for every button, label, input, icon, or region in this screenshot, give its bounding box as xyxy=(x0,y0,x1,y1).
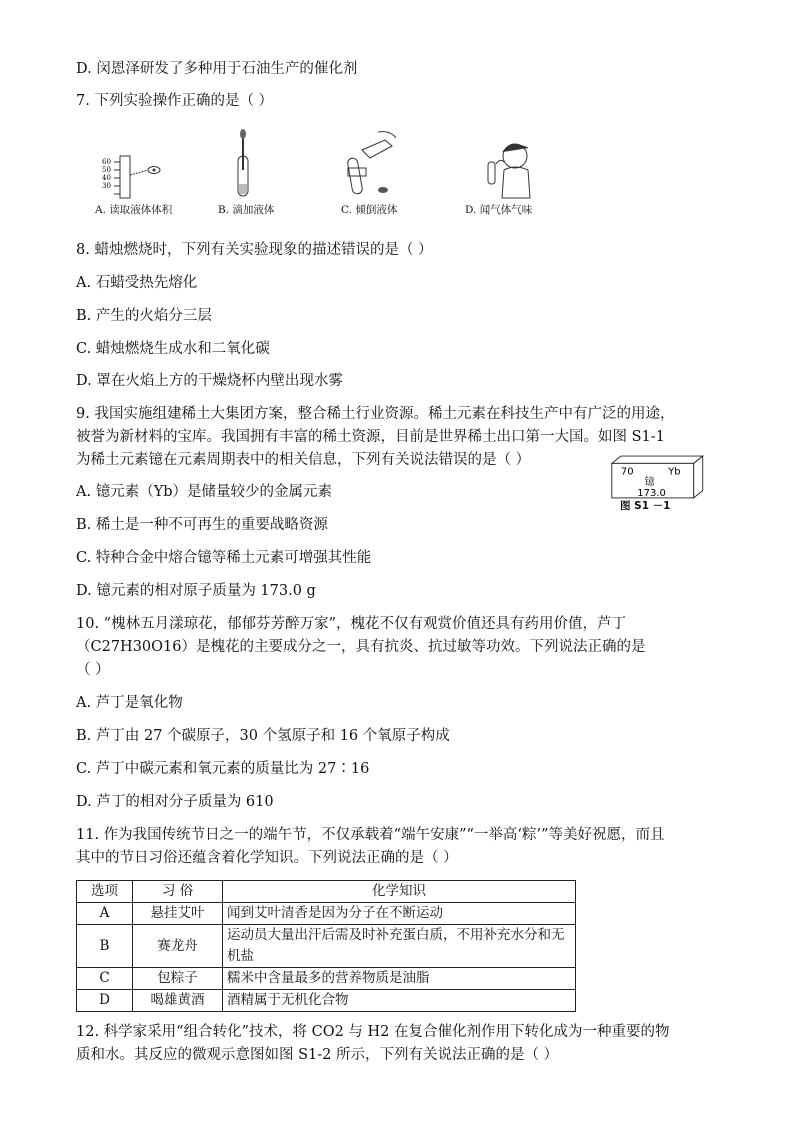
element-name: 镱 xyxy=(644,477,655,489)
table-cell-option: D xyxy=(77,990,133,1012)
q11-table xyxy=(76,880,576,1012)
q10-option-d: D. 芦丁的相对分子质量为 610 xyxy=(76,794,274,810)
q8-option-d: D. 罩在火焰上方的干燥烧杯内壁出现水雾 xyxy=(76,373,343,389)
svg-text:60: 60 xyxy=(102,158,111,166)
table-cell-knowledge: 酒精属于无机化合物 xyxy=(223,990,576,1012)
table-header-option: 选项 xyxy=(77,881,133,903)
table-row xyxy=(77,968,576,990)
q6-option-d: D. 闵恩泽研发了多种用于石油生产的催化剂 xyxy=(76,61,358,77)
table-cell-custom: 包粽子 xyxy=(133,968,223,990)
q10-option-c: C. 芦丁中碳元素和氧元素的质量比为 27∶16 xyxy=(76,761,370,777)
table-row xyxy=(77,990,576,1012)
q12-stem-line-2: 质和水。其反应的微观示意图如图 S1-2 所示，下列有关说法正确的是（ ） xyxy=(76,1047,559,1063)
smelling-figure xyxy=(488,144,530,198)
element-mass: 173.0 xyxy=(637,488,666,500)
table-cell-custom: 赛龙舟 xyxy=(133,925,223,968)
q9-option-c: C. 特种合金中熔合镱等稀土元素可增强其性能 xyxy=(76,550,372,566)
fig-label-a: A. 读取液体体积 xyxy=(95,204,173,216)
dropper-figure xyxy=(238,129,248,196)
q11-stem-line-2: 其中的节日习俗还蕴含着化学知识。下列说法正确的是（ ） xyxy=(76,850,458,866)
table-cell-knowledge: 闻到艾叶清香是因为分子在不断运动 xyxy=(223,903,576,925)
fig-label-d: D. 闻气体气味 xyxy=(465,204,533,216)
q9-stem-line-1: 9. 我国实施组建稀土大集团方案，整合稀土行业资源。稀土元素在科技生产中有广泛的用途， xyxy=(76,406,675,422)
q8-option-c: C. 蜡烛燃烧生成水和二氧化碳 xyxy=(76,341,270,357)
q9-option-a: A. 镱元素（Yb）是储量较少的金属元素 xyxy=(76,484,333,500)
q9-option-b: B. 稀土是一种不可再生的重要战略资源 xyxy=(76,517,328,533)
q10-option-a: A. 芦丁是氧化物 xyxy=(76,695,183,711)
graduated-cylinder-figure xyxy=(102,156,160,198)
q7-figures xyxy=(100,128,570,200)
svg-text:30: 30 xyxy=(102,182,111,190)
q8-option-b: B. 产生的火焰分三层 xyxy=(76,308,212,324)
table-cell-option: B xyxy=(77,925,133,968)
q7-stem: 7. 下列实验操作正确的是（ ） xyxy=(76,93,274,109)
table-cell-option: C xyxy=(77,968,133,990)
q9-stem-line-3: 为稀土元素镱在元素周期表中的相关信息，下列有关说法错误的是（ ） xyxy=(76,452,531,468)
figure-caption-s1-1: 图 S1 －1 xyxy=(620,500,671,512)
table-cell-custom: 喝雄黄酒 xyxy=(133,990,223,1012)
element-symbol: Yb xyxy=(668,466,681,478)
q8-stem: 8. 蜡烛燃烧时，下列有关实验现象的描述错误的是（ ） xyxy=(76,242,433,258)
q10-stem-line-1: 10. “槐林五月漾琼花，郁郁芬芳醉万家”，槐花不仅有观赏价值还具有药用价值，芦丁 xyxy=(76,616,626,632)
table-cell-knowledge: 运动员大量出汗后需及时补充蛋白质，不用补充水分和无机盐 xyxy=(223,925,576,968)
q9-stem-line-2: 被誉为新材料的宝库。我国拥有丰富的稀土资源，目前是世界稀土出口第一大国。如图 S1-1 xyxy=(76,429,665,445)
pouring-figure xyxy=(347,132,396,195)
q11-stem-line-1: 11. 作为我国传统节日之一的端午节，不仅承载着“端午安康”“一举高‘粽’”等美好祝愿，而且 xyxy=(76,827,665,843)
table-header-row xyxy=(77,881,576,903)
element-number: 70 xyxy=(620,466,634,478)
table-cell-option: A xyxy=(77,903,133,925)
fig-label-c: C. 倾倒液体 xyxy=(341,204,398,216)
table-row xyxy=(77,925,576,968)
table-cell-custom: 悬挂艾叶 xyxy=(133,903,223,925)
table-header-knowledge: 化学知识 xyxy=(223,881,576,903)
table-cell-knowledge: 糯米中含量最多的营养物质是油脂 xyxy=(223,968,576,990)
table-row xyxy=(77,903,576,925)
q12-stem-line-1: 12. 科学家采用“组合转化”技术，将 CO2 与 H2 在复合催化剂作用下转化成为一种重要的物 xyxy=(76,1024,670,1040)
q10-option-b: B. 芦丁由 27 个碳原子，30 个氢原子和 16 个氧原子构成 xyxy=(76,728,450,744)
q9-option-d: D. 镱元素的相对原子质量为 173.0 g xyxy=(76,583,316,599)
q10-stem-line-3: （ ） xyxy=(76,662,110,678)
fig-label-b: B. 滴加液体 xyxy=(218,204,275,216)
svg-text:40: 40 xyxy=(102,174,111,182)
q10-stem-line-2: （C27H30O16）是槐花的主要成分之一，具有抗炎、抗过敏等功效。下列说法正确的是 xyxy=(76,639,646,655)
svg-text:50: 50 xyxy=(102,166,111,174)
q8-option-a: A. 石蜡受热先熔化 xyxy=(76,275,198,291)
table-header-custom: 习 俗 xyxy=(133,881,223,903)
